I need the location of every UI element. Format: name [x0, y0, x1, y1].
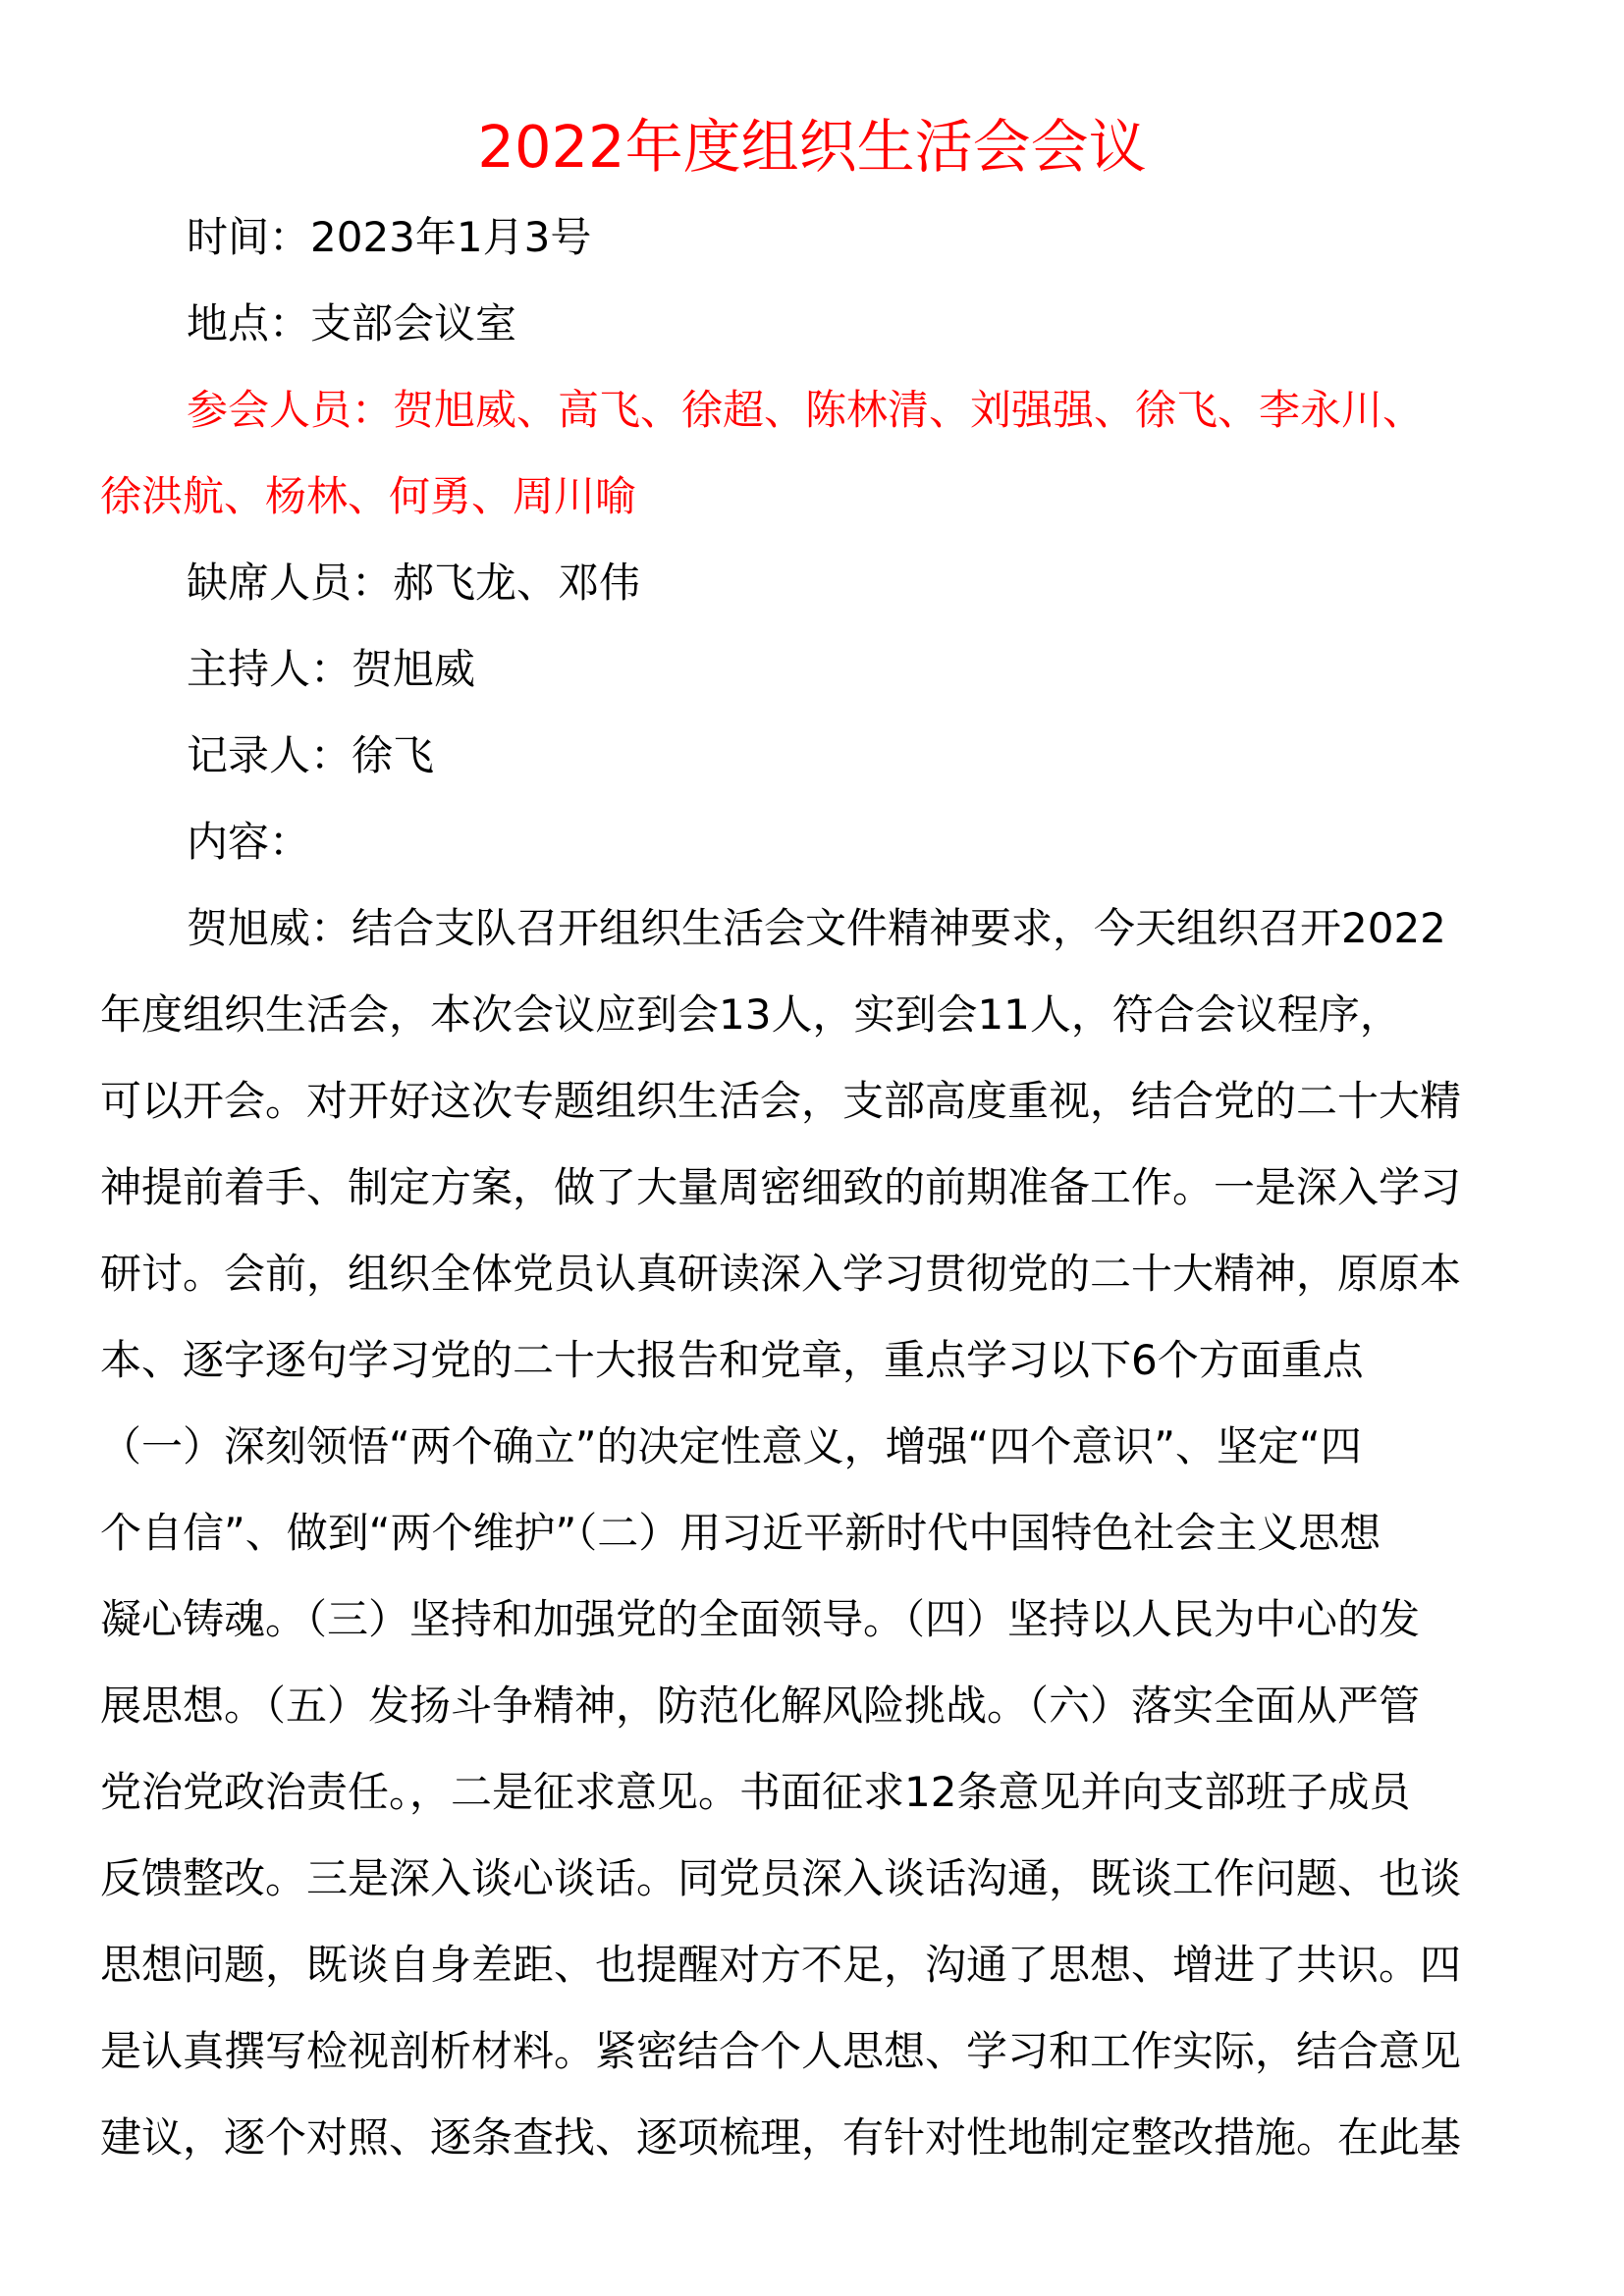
meeting-place: 地点：支部会议室 — [187, 299, 517, 347]
body-line: 可以开会。对开好这次专题组织生活会，支部高度重视，结合党的二十大精 — [100, 1077, 1462, 1125]
document-title: 2022年度组织生活会会议 — [477, 113, 1147, 181]
body-line: 研讨。会前，组织全体党员认真研读深入学习贯彻党的二十大精神，原原本 — [100, 1250, 1462, 1298]
meeting-recorder: 记录人：徐飞 — [187, 731, 435, 779]
body-paragraph — [100, 885, 1534, 2181]
body-line: 年度组织生活会，本次会议应到会13人，实到会11人，符合会议程序， — [100, 990, 1401, 1039]
body-line: 贺旭威：结合支队召开组织生活会文件精神要求，今天组织召开2022 — [187, 904, 1446, 952]
body-line: 展思想。（五）发扬斗争精神，防范化解风险挑战。（六）落实全面从严管 — [100, 1682, 1421, 1730]
attendees-line-1: 参会人员：贺旭威、高飞、徐超、陈林清、刘强强、徐飞、李永川、 — [187, 386, 1425, 434]
absent-members: 缺席人员：郝飞龙、邓伟 — [187, 559, 641, 607]
body-line: 个自信”、做到“两个维护”（二）用习近平新时代中国特色社会主义思想 — [100, 1509, 1381, 1557]
body-line: 建议，逐个对照、逐条查找、逐项梳理，有针对性地制定整改措施。在此基 — [100, 2113, 1462, 2162]
body-line: 反馈整改。三是深入谈心谈话。同党员深入谈话沟通，既谈工作问题、也谈 — [100, 1854, 1462, 1902]
document-body — [100, 194, 1534, 2181]
content-label: 内容： — [187, 818, 311, 866]
body-line: 凝心铸魂。（三）坚持和加强党的全面领导。（四）坚持以人民为中心的发 — [100, 1595, 1421, 1643]
body-line: 思想问题，既谈自身差距、也提醒对方不足，沟通了思想、增进了共识。四 — [100, 1941, 1462, 1989]
body-line: 神提前着手、制定方案，做了大量周密细致的前期准备工作。一是深入学习 — [100, 1163, 1462, 1211]
meeting-host: 主持人：贺旭威 — [187, 645, 476, 693]
body-line: 党治党政治责任。，二是征求意见。书面征求12条意见并向支部班子成员 — [100, 1768, 1411, 1816]
body-line: 是认真撰写检视剖析材料。紧密结合个人思想、学习和工作实际，结合意见 — [100, 2027, 1462, 2075]
meeting-time: 时间：2023年1月3号 — [187, 213, 592, 261]
body-line: 本、逐字逐句学习党的二十大报告和党章，重点学习以下6个方面重点 — [100, 1336, 1364, 1384]
attendees-line-2: 徐洪航、杨林、何勇、周川喻 — [100, 472, 637, 520]
body-line: （一）深刻领悟“两个确立”的决定性意义，增强“四个意识”、坚定“四 — [100, 1422, 1362, 1470]
